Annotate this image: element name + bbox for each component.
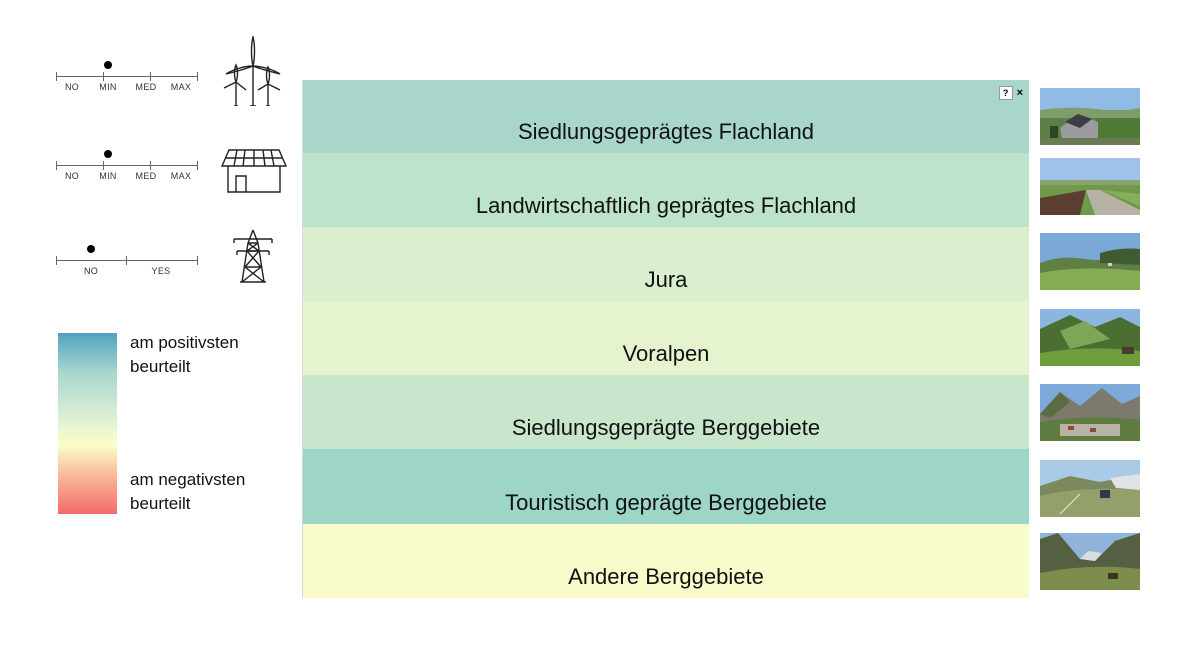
scale-label-no[interactable]: NO [64, 171, 80, 181]
scale-tick [103, 161, 104, 170]
wind-turbine-icon [222, 36, 284, 106]
region-row[interactable] [303, 153, 1029, 227]
landscape-thumbnail-prealps[interactable] [1040, 309, 1140, 366]
scale-tick [56, 72, 57, 81]
scale-label-med[interactable]: MED [135, 171, 157, 181]
legend-top-line2: beurteilt [130, 357, 191, 376]
scale-label-med[interactable]: MED [135, 82, 157, 92]
scale-label-min[interactable]: MIN [99, 82, 117, 92]
landscape-thumbnail-other-mountains[interactable] [1040, 533, 1140, 590]
region-label: Voralpen [622, 341, 710, 366]
close-button[interactable]: × [1016, 87, 1023, 99]
region-label: Touristisch geprägte Berggebiete [505, 490, 827, 515]
landscape-thumbnail-settled-lowland[interactable] [1040, 88, 1140, 145]
solar-scale[interactable] [56, 149, 198, 179]
scale-line [56, 76, 198, 77]
scale-tick [197, 161, 198, 170]
scale-tick [150, 72, 151, 81]
legend-bottom-line1: am negativsten [130, 470, 246, 489]
legend-top-line1: am positivsten [130, 333, 239, 352]
panel-buttons [999, 86, 1023, 100]
region-row[interactable] [303, 301, 1029, 375]
scale-selected-dot[interactable] [104, 150, 112, 158]
scale-label-no[interactable]: NO [64, 82, 80, 92]
scale-tick [197, 256, 198, 265]
wind-scale[interactable] [56, 60, 198, 90]
region-row[interactable] [303, 375, 1029, 449]
region-row[interactable] [303, 449, 1029, 524]
scale-tick [103, 72, 104, 81]
landscape-thumbnail-settled-mountains[interactable] [1040, 384, 1140, 441]
scale-selected-dot[interactable] [87, 245, 95, 253]
scale-label-yes[interactable]: YES [151, 266, 171, 276]
landscape-thumbnail-jura[interactable] [1040, 233, 1140, 290]
help-button[interactable]: ? [999, 86, 1013, 100]
scale-label-no[interactable]: NO [83, 266, 99, 276]
region-row[interactable] [303, 227, 1029, 301]
legend-gradient [58, 333, 117, 514]
region-label: Landwirtschaftlich geprägtes Flachland [475, 193, 857, 218]
scale-selected-dot[interactable] [104, 61, 112, 69]
scale-tick [197, 72, 198, 81]
powerline-scale[interactable] [56, 244, 198, 274]
region-panel [302, 80, 1029, 598]
legend-bottom-label [130, 468, 245, 516]
scale-tick [56, 256, 57, 265]
legend-top-label [130, 331, 239, 379]
scale-line [56, 165, 198, 166]
region-label: Siedlungsgeprägte Berggebiete [511, 415, 821, 440]
scale-label-max[interactable]: MAX [170, 82, 192, 92]
landscape-thumbnail-agricultural-lowland[interactable] [1040, 158, 1140, 215]
scale-tick [126, 256, 127, 265]
landscape-thumbnail-tourist-mountains[interactable] [1040, 460, 1140, 517]
solar-house-icon [220, 146, 288, 194]
scale-tick [150, 161, 151, 170]
region-row[interactable] [303, 524, 1029, 598]
scale-label-max[interactable]: MAX [170, 171, 192, 181]
region-label: Siedlungsgeprägtes Flachland [518, 119, 814, 144]
region-label: Andere Berggebiete [568, 564, 764, 589]
legend-bottom-line2: beurteilt [130, 494, 191, 513]
region-row[interactable] [303, 80, 1029, 153]
region-label: Jura [644, 267, 688, 292]
scale-tick [56, 161, 57, 170]
scale-label-min[interactable]: MIN [99, 171, 117, 181]
scale-line [56, 260, 198, 261]
power-pylon-icon [230, 229, 276, 283]
